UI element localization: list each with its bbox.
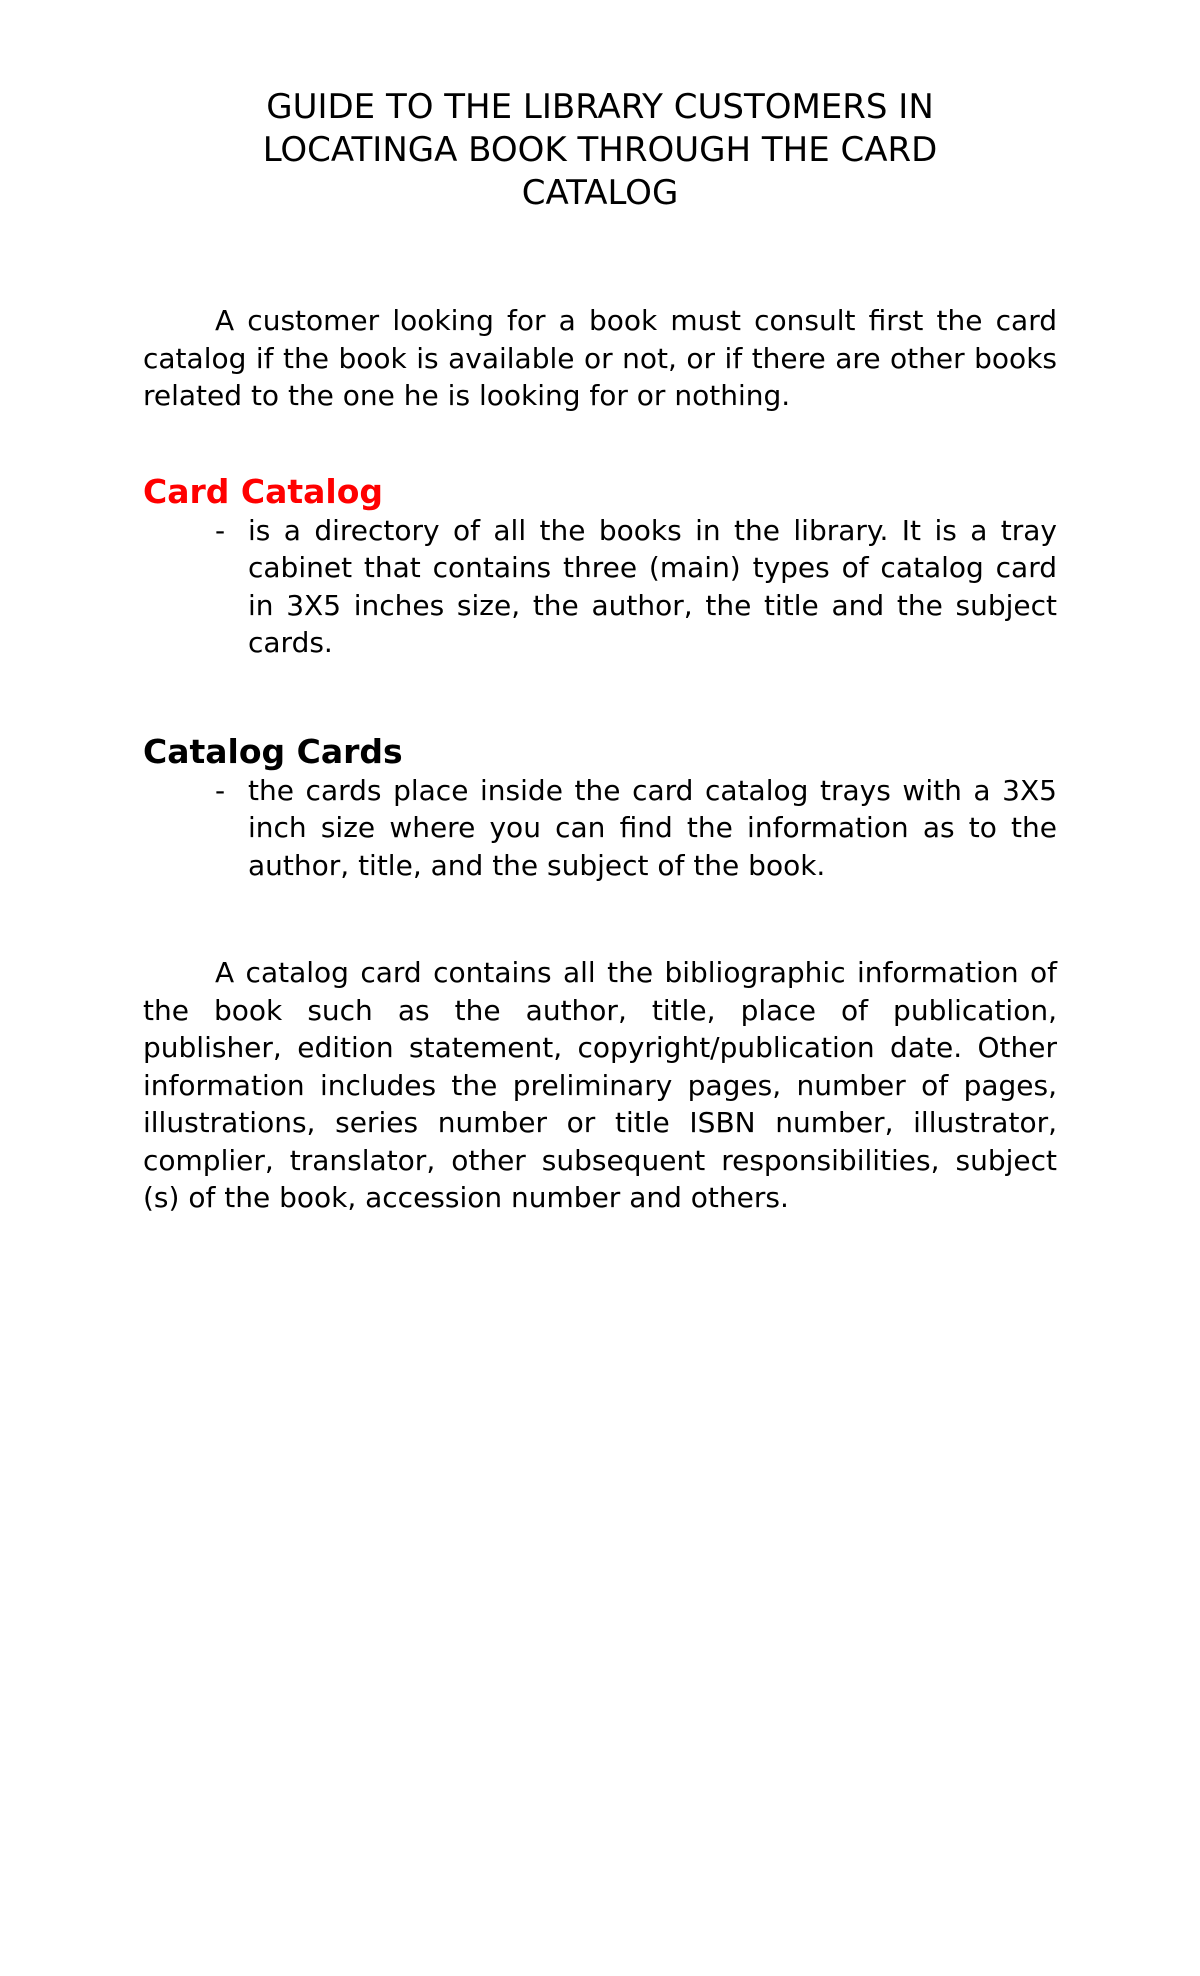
title-line-3: CATALOG bbox=[521, 173, 679, 213]
bullet-text-catalog-cards: the cards place inside the card catalog trays with a 3X5 inch size where you can find the information as to the author, title, and the subject of the book. bbox=[248, 773, 1057, 882]
bullet-text-card-catalog: is a directory of all the books in the library. It is a tray cabinet that contains three (main) types of catalog card in 3X5 inches size, the author, the title and the subject cards. bbox=[248, 513, 1057, 659]
title-line-1: GUIDE TO THE LIBRARY CUSTOMERS IN bbox=[266, 87, 934, 127]
section-heading-card-catalog: Card Catalog bbox=[143, 471, 384, 511]
bullet-dash: - bbox=[215, 773, 226, 807]
document-title bbox=[143, 86, 1057, 215]
bullet-dash: - bbox=[215, 513, 226, 547]
title-line-2: LOCATINGA BOOK THROUGH THE CARD bbox=[262, 130, 938, 170]
section-heading-catalog-cards: Catalog Cards bbox=[143, 731, 403, 771]
bullet-item-card-catalog bbox=[215, 512, 1057, 662]
bullet-item-catalog-cards bbox=[215, 772, 1057, 885]
closing-paragraph: A catalog card contains all the bibliographic information of the book such as the author, title, place of publication, publisher, edition statement, copyright/publication date. Other information includes the preliminary pages, number of pages, illustrations, series number or title ISBN number, illustrator, complier, translator, other subsequent responsibilities, subject (s) of the book, accession number and others. bbox=[143, 956, 1057, 1214]
intro-paragraph: A customer looking for a book must consult first the card catalog if the book is available or not, or if there are other books related to the one he is looking for or nothing. bbox=[143, 304, 1057, 412]
